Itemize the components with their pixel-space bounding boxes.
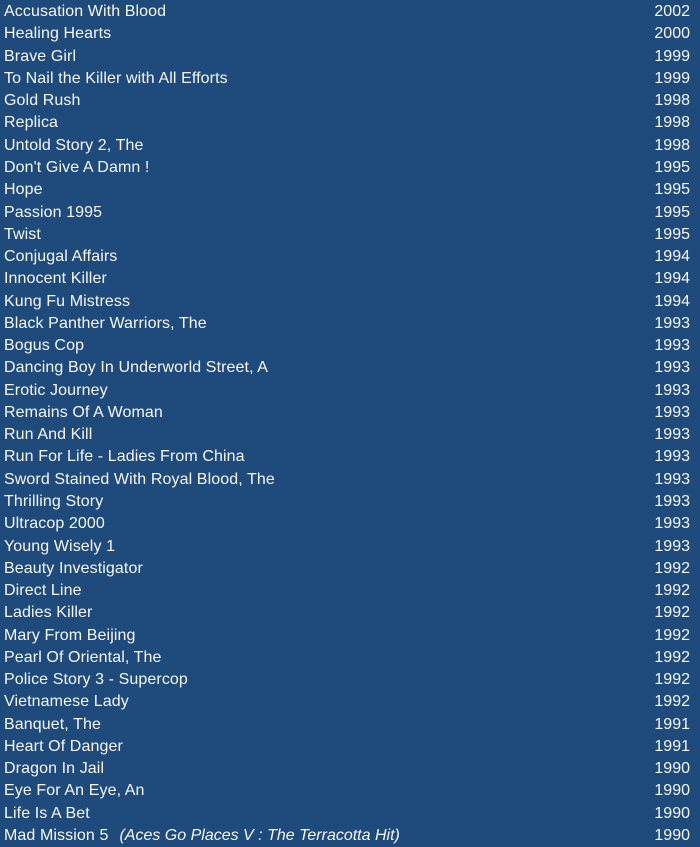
film-year: 1990 [654, 782, 690, 800]
film-year: 1994 [654, 248, 690, 266]
film-year: 1990 [654, 826, 690, 844]
film-title: Thrilling Story [4, 492, 104, 510]
film-year: 1993 [654, 403, 690, 421]
film-row [4, 357, 690, 379]
film-row [4, 179, 690, 201]
film-title: Ladies Killer [4, 604, 93, 622]
film-title: Erotic Journey [4, 381, 108, 399]
film-title-group [4, 515, 105, 533]
film-title: Mary From Beijing [4, 626, 136, 644]
film-row [4, 68, 690, 90]
film-year: 1993 [654, 337, 690, 355]
film-row [4, 23, 690, 45]
film-title: Direct Line [4, 582, 82, 600]
film-row [4, 290, 690, 312]
film-year: 1992 [654, 626, 690, 644]
film-title: Healing Hearts [4, 25, 112, 43]
film-row [4, 669, 690, 691]
film-title: Eye For An Eye, An [4, 782, 145, 800]
film-title: Dancing Boy In Underworld Street, A [4, 359, 269, 377]
film-row [4, 402, 690, 424]
film-title-group [4, 359, 268, 377]
film-title-group [4, 760, 104, 778]
film-year: 2002 [654, 3, 690, 21]
film-title-group [4, 782, 145, 800]
film-title: Innocent Killer [4, 270, 107, 288]
film-title-group [4, 337, 84, 355]
film-title-group [4, 293, 130, 311]
film-row [4, 647, 690, 669]
film-title: Brave Girl [4, 47, 77, 65]
film-year: 1995 [654, 203, 690, 221]
film-title: Life Is A Bet [4, 804, 90, 822]
film-year: 1998 [654, 114, 690, 132]
film-row [4, 758, 690, 780]
film-title-group [4, 404, 163, 422]
film-year: 1992 [654, 648, 690, 666]
film-row [4, 624, 690, 646]
film-year: 2000 [654, 25, 690, 43]
film-title-group [4, 70, 228, 88]
film-title-group [4, 270, 107, 288]
film-row [4, 491, 690, 513]
film-year: 1992 [654, 582, 690, 600]
film-row [4, 736, 690, 758]
film-row [4, 224, 690, 246]
film-year: 1999 [654, 47, 690, 65]
film-title-group [4, 315, 207, 333]
film-row [4, 803, 690, 825]
film-title: Gold Rush [4, 92, 81, 110]
film-year: 1993 [654, 381, 690, 399]
film-title: Replica [4, 114, 59, 132]
film-year: 1998 [654, 136, 690, 154]
film-title: Untold Story 2, The [4, 136, 144, 154]
film-title: Bogus Cop [4, 337, 85, 355]
film-row [4, 1, 690, 23]
film-row [4, 313, 690, 335]
film-title-group [4, 671, 188, 689]
film-title-group [4, 248, 117, 266]
film-title: Mad Mission 5 [4, 826, 109, 844]
film-row [4, 90, 690, 112]
film-title-group [4, 448, 245, 466]
film-row [4, 558, 690, 580]
film-title: Police Story 3 - Supercop [4, 671, 188, 689]
film-year: 1995 [654, 225, 690, 243]
film-title-group [4, 604, 92, 622]
film-row [4, 691, 690, 713]
film-year: 1993 [654, 537, 690, 555]
film-title-group [4, 827, 400, 845]
film-title-group [4, 159, 149, 177]
film-title-group [4, 471, 275, 489]
film-year: 1993 [654, 515, 690, 533]
film-year: 1993 [654, 492, 690, 510]
film-row [4, 157, 690, 179]
film-title-group [4, 226, 41, 244]
film-row [4, 780, 690, 802]
film-year: 1993 [654, 470, 690, 488]
film-title: Ultracop 2000 [4, 515, 105, 533]
film-year: 1992 [654, 671, 690, 689]
film-year: 1998 [654, 92, 690, 110]
film-row [4, 535, 690, 557]
film-row [4, 602, 690, 624]
film-year: 1993 [654, 359, 690, 377]
film-row [4, 112, 690, 134]
film-title: Passion 1995 [4, 203, 103, 221]
film-title-group [4, 114, 58, 132]
film-row [4, 135, 690, 157]
film-year: 1993 [654, 448, 690, 466]
film-title-group [4, 48, 76, 66]
film-title: Dragon In Jail [4, 760, 105, 778]
film-title-group [4, 649, 162, 667]
film-year: 1995 [654, 181, 690, 199]
film-row [4, 46, 690, 68]
film-year: 1991 [654, 737, 690, 755]
film-title: Banquet, The [4, 715, 101, 733]
film-title-group [4, 92, 81, 110]
film-year: 1992 [654, 604, 690, 622]
film-title: Run And Kill [4, 426, 93, 444]
film-year: 1995 [654, 158, 690, 176]
film-title: Remains Of A Woman [4, 403, 163, 421]
film-title: Hope [4, 181, 43, 199]
film-title-group [4, 560, 143, 578]
film-title-group [4, 538, 115, 556]
film-title: Conjugal Affairs [4, 248, 118, 266]
film-title-group [4, 805, 90, 823]
film-title: Young Wisely 1 [4, 537, 116, 555]
film-title-group [4, 137, 143, 155]
film-row [4, 201, 690, 223]
film-title: Run For Life - Ladies From China [4, 448, 245, 466]
film-row [4, 246, 690, 268]
film-title: Sword Stained With Royal Blood, The [4, 470, 275, 488]
film-year: 1999 [654, 69, 690, 87]
film-year: 1993 [654, 426, 690, 444]
film-title-group [4, 181, 43, 199]
film-row [4, 424, 690, 446]
film-title-group [4, 627, 136, 645]
film-title: To Nail the Killer with All Efforts [4, 69, 228, 87]
film-year: 1990 [654, 804, 690, 822]
film-year: 1994 [654, 270, 690, 288]
film-title: Don't Give A Damn ! [4, 158, 150, 176]
film-title: Beauty Investigator [4, 559, 143, 577]
film-title-group [4, 493, 103, 511]
film-title: Heart Of Danger [4, 737, 123, 755]
film-row [4, 469, 690, 491]
film-title-group [4, 382, 108, 400]
film-year: 1992 [654, 559, 690, 577]
film-row [4, 825, 690, 847]
film-title-group [4, 204, 102, 222]
film-year: 1990 [654, 760, 690, 778]
film-row [4, 446, 690, 468]
film-title-group [4, 3, 166, 21]
film-title-group [4, 716, 101, 734]
film-title-group [4, 25, 111, 43]
film-title-group [4, 426, 92, 444]
film-row [4, 335, 690, 357]
film-row [4, 714, 690, 736]
film-title: Black Panther Warriors, The [4, 314, 207, 332]
film-title: Twist [4, 225, 41, 243]
film-title-group [4, 738, 123, 756]
film-title-group [4, 693, 129, 711]
film-title: Vietnamese Lady [4, 693, 129, 711]
film-year: 1992 [654, 693, 690, 711]
film-row [4, 380, 690, 402]
film-row [4, 268, 690, 290]
film-title: Pearl Of Oriental, The [4, 648, 162, 666]
film-row [4, 580, 690, 602]
film-title: Kung Fu Mistress [4, 292, 131, 310]
film-year: 1994 [654, 292, 690, 310]
film-alt-title: (Aces Go Places V : The Terracotta Hit) [119, 826, 400, 844]
film-row [4, 513, 690, 535]
film-year: 1993 [654, 314, 690, 332]
film-title-group [4, 582, 82, 600]
film-year: 1991 [654, 715, 690, 733]
film-title: Accusation With Blood [4, 3, 167, 21]
